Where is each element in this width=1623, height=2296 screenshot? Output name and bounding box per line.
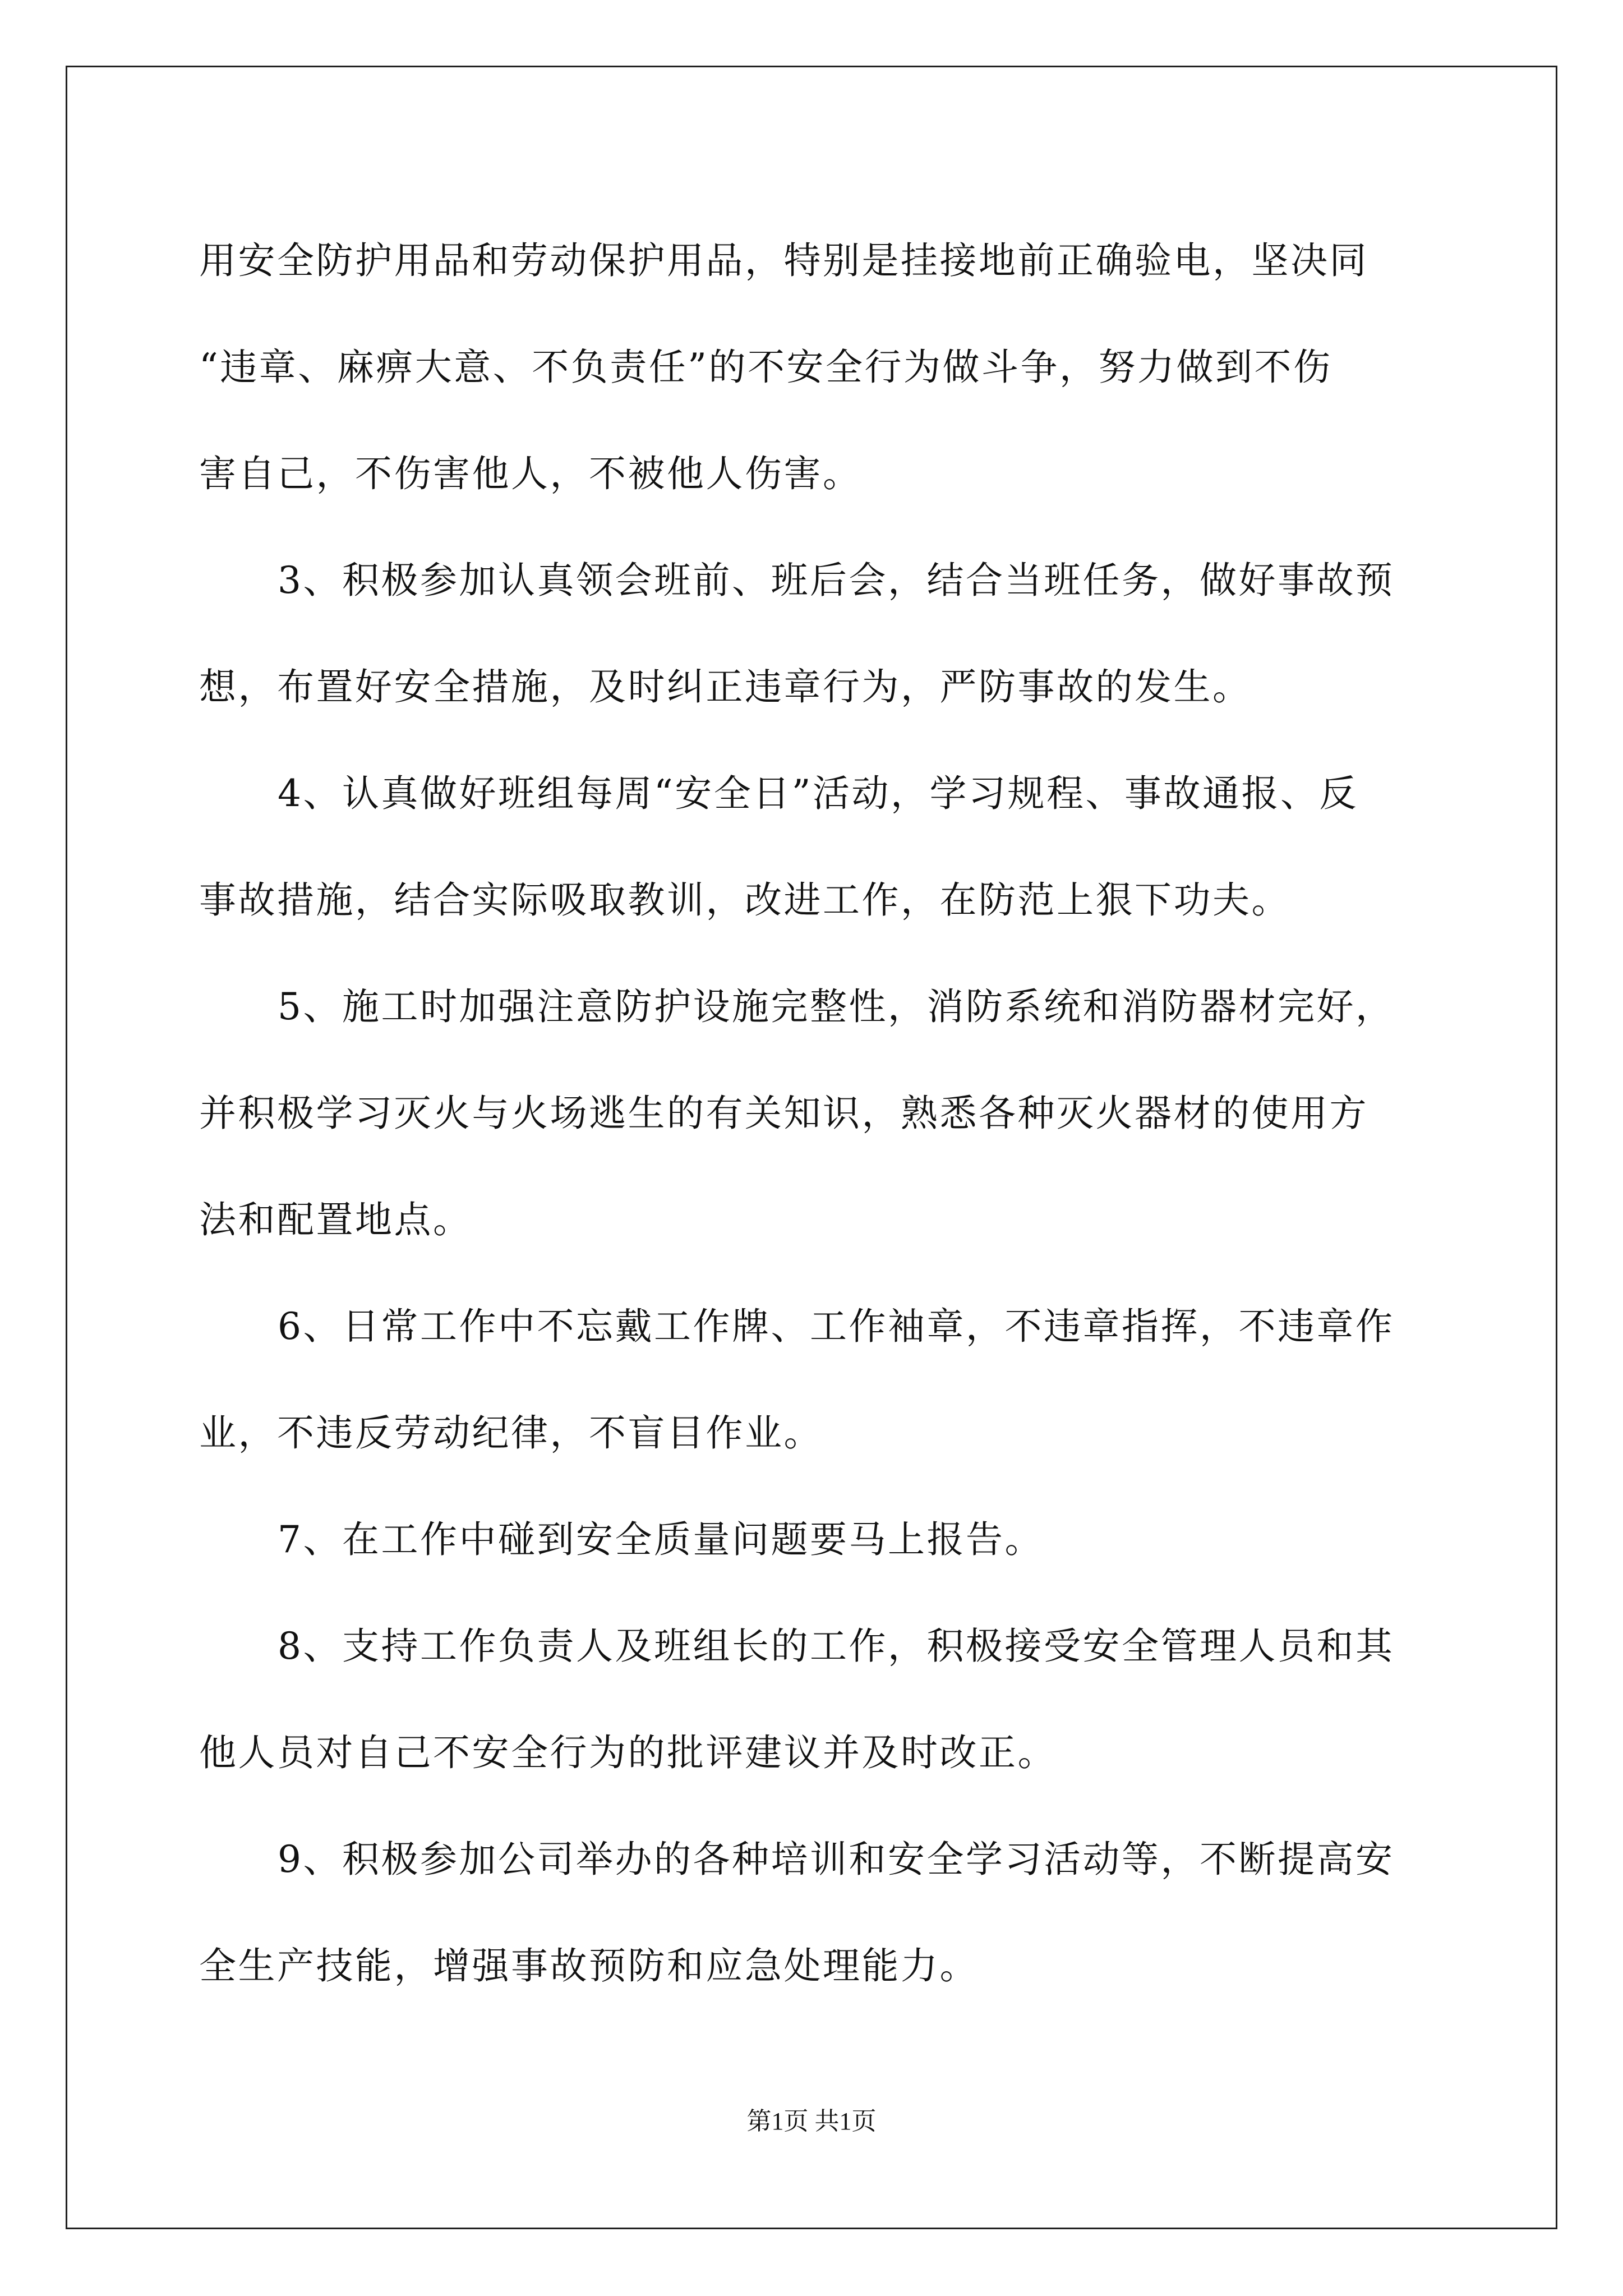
text-line: “违章、麻痹大意、不负责任”的不安全行为做斗争，努力做到不伤 [199,346,1332,389]
text-line: 7、在工作中碰到安全质量问题要马上报告。 [278,1518,1044,1561]
text-line: 业，不违反劳动纪律，不盲目作业。 [199,1411,823,1455]
document-body [199,208,1433,2019]
text-line: 事故措施，结合实际吸取教训，改进工作，在防范上狠下功夫。 [199,878,1290,922]
text-line: 5、施工时加强注意防护设施完整性，消防系统和消防器材完好， [278,985,1395,1028]
text-line: 并积极学习灭火与火场逃生的有关知识，熟悉各种灭火器材的使用方 [199,1092,1368,1135]
text-line: 9、积极参加公司举办的各种培训和安全学习活动等，不断提高安 [278,1838,1395,1881]
text-line: 用安全防护用品和劳动保护用品，特别是挂接地前正确验电，坚决同 [199,239,1368,282]
text-line: 6、日常工作中不忘戴工作牌、工作袖章，不违章指挥，不违章作 [278,1305,1395,1348]
text-line: 8、支持工作负责人及班组长的工作，积极接受安全管理人员和其 [278,1625,1395,1668]
text-line: 害自己，不伤害他人，不被他人伤害。 [199,452,862,495]
text-line: 全生产技能，增强事故预防和应急处理能力。 [199,1944,979,1987]
text-line: 4、认真做好班组每周“安全日”活动，学习规程、事故通报、反 [278,772,1358,815]
text-line: 想，布置好安全措施，及时纠正违章行为，严防事故的发生。 [199,665,1252,708]
page-footer: 第1页 共1页 [746,2108,877,2135]
text-line: 3、积极参加认真领会班前、班后会，结合当班任务，做好事故预 [278,559,1395,602]
text-line: 他人员对自己不安全行为的批评建议并及时改正。 [199,1731,1057,1774]
text-line: 法和配置地点。 [199,1198,472,1241]
